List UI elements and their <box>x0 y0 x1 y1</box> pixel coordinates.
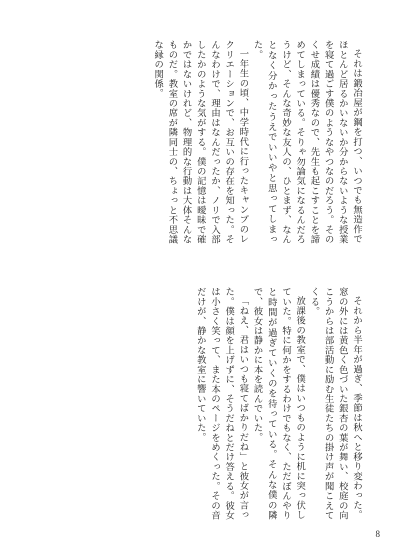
paragraph: 一年生の頃、中学時代に行ったキャンプのレクリエーションで、お互いの存在を知った。そんなわけで、理由はなんだったか、ノリで入部したかのような気がする。僕の記憶は曖昧で確かではないけれど、物理的な行動は大体そんなものだ。教室の席が隣同士の、ちょっと不思議な縁の関係。 <box>152 40 249 244</box>
paragraph: それから半年が過ぎ、季節は秋へと移り変わった。窓の外には黄色く色づいた銀杏の葉が舞い、校庭の向こうからは部活動に励む生徒たちの掛け声が聞こえてくる。 <box>308 287 362 520</box>
upper-text-block <box>33 40 363 244</box>
paragraph: それは鍛冶屋が鋼を打つ、いつでも無造作でほとんど居るかいないか分からないような授業を寝て過ごす僕のようなやつなのだろう。そのくせ成績は優秀なので、先生も起こすことを諦めてしまっている。そりゃ勿論気になるんだろうけど、そんな奇妙な友人の、ひとまず、なんとなく分かったうえでいいやと思ってしまった。 <box>251 40 362 244</box>
lower-text-block <box>33 287 363 520</box>
paragraph: 放課後の教室で、僕はいつものように机に突っ伏していた。特に何かをするわけでもなく、ただぼんやりと時間が過ぎていくのを待っている。そんな僕の隣で、彼女は静かに本を読んでいた。 <box>251 287 306 520</box>
page-number: 8 <box>375 529 380 539</box>
paragraph: 「ねえ、君はいつも寝てばかりだね」と彼女が言った。僕は顔を上げずに、そうだねとだけ答える。彼女は小さく笑って、また本のページをめくった。その音だけが、静かな教室に響いていた。 <box>194 287 249 520</box>
